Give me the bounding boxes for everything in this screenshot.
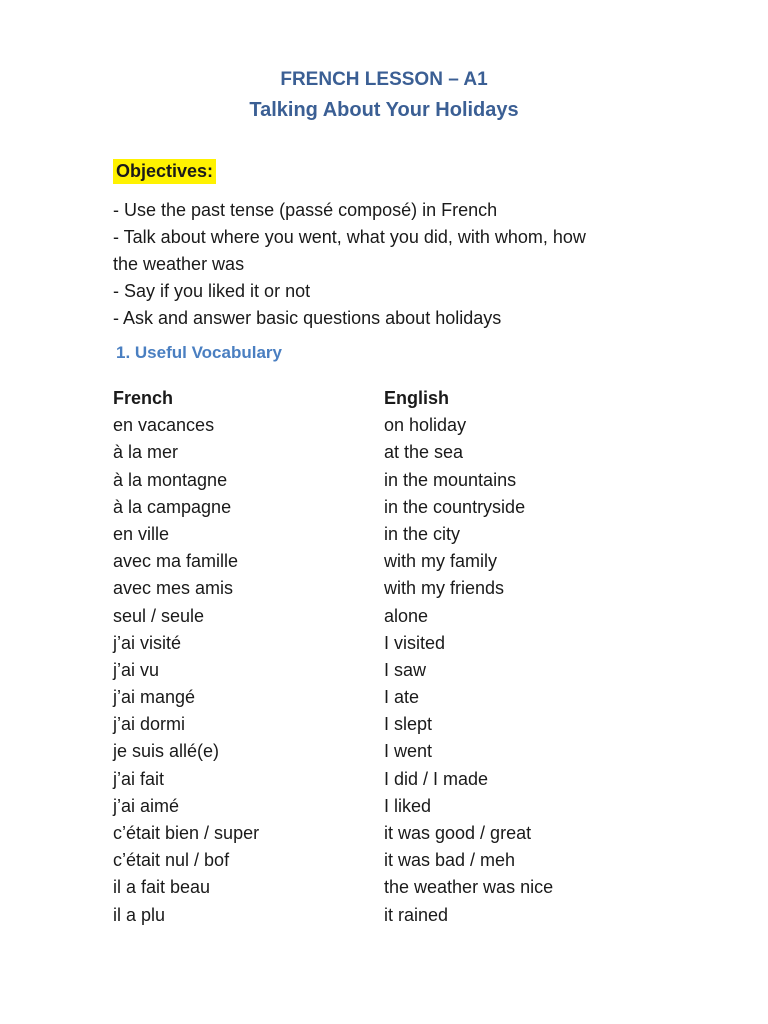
vocabulary-french-term: avec mes amis bbox=[113, 578, 234, 599]
vocabulary-row bbox=[113, 412, 673, 439]
vocabulary-table bbox=[113, 385, 673, 929]
vocabulary-row bbox=[113, 575, 673, 602]
vocabulary-row bbox=[113, 684, 673, 711]
vocabulary-french-term: j’ai dormi bbox=[113, 714, 186, 735]
objective-item: the weather was bbox=[113, 254, 245, 274]
vocabulary-row bbox=[113, 603, 673, 630]
vocabulary-english-term: I ate bbox=[384, 687, 420, 708]
vocabulary-row bbox=[113, 711, 673, 738]
vocabulary-french-term: avec ma famille bbox=[113, 551, 239, 572]
vocabulary-french-term: il a plu bbox=[113, 904, 166, 925]
vocabulary-row bbox=[113, 439, 673, 466]
vocabulary-french-term: j’ai aimé bbox=[113, 795, 180, 816]
vocabulary-english-term: on holiday bbox=[384, 415, 467, 436]
vocabulary-row bbox=[113, 467, 673, 494]
objective-item: - Talk about where you went, what you did, with whom, how bbox=[113, 227, 586, 247]
vocabulary-row bbox=[113, 847, 673, 874]
objectives-heading: Objectives: bbox=[113, 159, 216, 184]
objectives-list bbox=[113, 197, 653, 332]
vocabulary-french-term: j’ai fait bbox=[113, 768, 165, 789]
vocabulary-french-term: j’ai visité bbox=[113, 632, 182, 653]
vocabulary-english-term: in the mountains bbox=[384, 469, 517, 490]
vocabulary-row bbox=[113, 738, 673, 765]
section-heading-vocabulary: 1. Useful Vocabulary bbox=[116, 343, 282, 362]
vocabulary-french-term: c’était nul / bof bbox=[113, 850, 230, 871]
objective-item: - Ask and answer basic questions about holidays bbox=[113, 308, 502, 328]
vocabulary-row bbox=[113, 657, 673, 684]
column-header-french: French bbox=[113, 388, 174, 408]
vocabulary-english-term: I went bbox=[384, 741, 433, 762]
vocabulary-header-row bbox=[113, 385, 673, 412]
vocabulary-english-term: it was bad / meh bbox=[384, 850, 516, 871]
vocabulary-row bbox=[113, 630, 673, 657]
vocabulary-french-term: il a fait beau bbox=[113, 877, 211, 898]
vocabulary-english-term: I saw bbox=[384, 659, 427, 680]
vocabulary-french-term: à la montagne bbox=[113, 469, 228, 490]
objective-item: - Use the past tense (passé composé) in French bbox=[113, 200, 498, 220]
vocabulary-french-term: seul / seule bbox=[113, 605, 205, 626]
vocabulary-row bbox=[113, 521, 673, 548]
lesson-subtitle: Talking About Your Holidays bbox=[249, 99, 519, 121]
vocabulary-english-term: I slept bbox=[384, 714, 433, 735]
vocabulary-english-term: in the city bbox=[384, 523, 461, 544]
vocabulary-english-term: I did / I made bbox=[384, 768, 489, 789]
objective-item: - Say if you liked it or not bbox=[113, 281, 311, 301]
vocabulary-french-term: en vacances bbox=[113, 415, 215, 436]
vocabulary-english-term: with my friends bbox=[384, 578, 505, 599]
vocabulary-english-term: alone bbox=[384, 605, 429, 626]
vocabulary-row bbox=[113, 793, 673, 820]
vocabulary-english-term: with my family bbox=[384, 551, 498, 572]
vocabulary-english-term: the weather was nice bbox=[384, 877, 554, 898]
vocabulary-french-term: à la campagne bbox=[113, 496, 232, 517]
column-header-english: English bbox=[384, 388, 450, 408]
vocabulary-french-term: j’ai vu bbox=[113, 659, 160, 680]
vocabulary-english-term: I liked bbox=[384, 795, 432, 816]
vocabulary-french-term: en ville bbox=[113, 523, 170, 544]
vocabulary-row bbox=[113, 902, 673, 929]
vocabulary-english-term: it rained bbox=[384, 904, 449, 925]
vocabulary-row bbox=[113, 494, 673, 521]
vocabulary-french-term: je suis allé(e) bbox=[113, 741, 220, 762]
vocabulary-english-term: I visited bbox=[384, 632, 446, 653]
vocabulary-french-term: j’ai mangé bbox=[113, 687, 196, 708]
vocabulary-english-term: at the sea bbox=[384, 442, 464, 463]
vocabulary-row bbox=[113, 874, 673, 901]
vocabulary-english-term: it was good / great bbox=[384, 823, 532, 843]
lesson-title: FRENCH LESSON – A1 bbox=[280, 69, 488, 90]
vocabulary-french-term: c’était bien / super bbox=[113, 823, 260, 843]
vocabulary-french-term: à la mer bbox=[113, 442, 179, 463]
vocabulary-row bbox=[113, 766, 673, 793]
vocabulary-rows bbox=[113, 412, 673, 929]
vocabulary-english-term: in the countryside bbox=[384, 496, 526, 517]
vocabulary-row bbox=[113, 548, 673, 575]
vocabulary-row bbox=[113, 820, 673, 847]
